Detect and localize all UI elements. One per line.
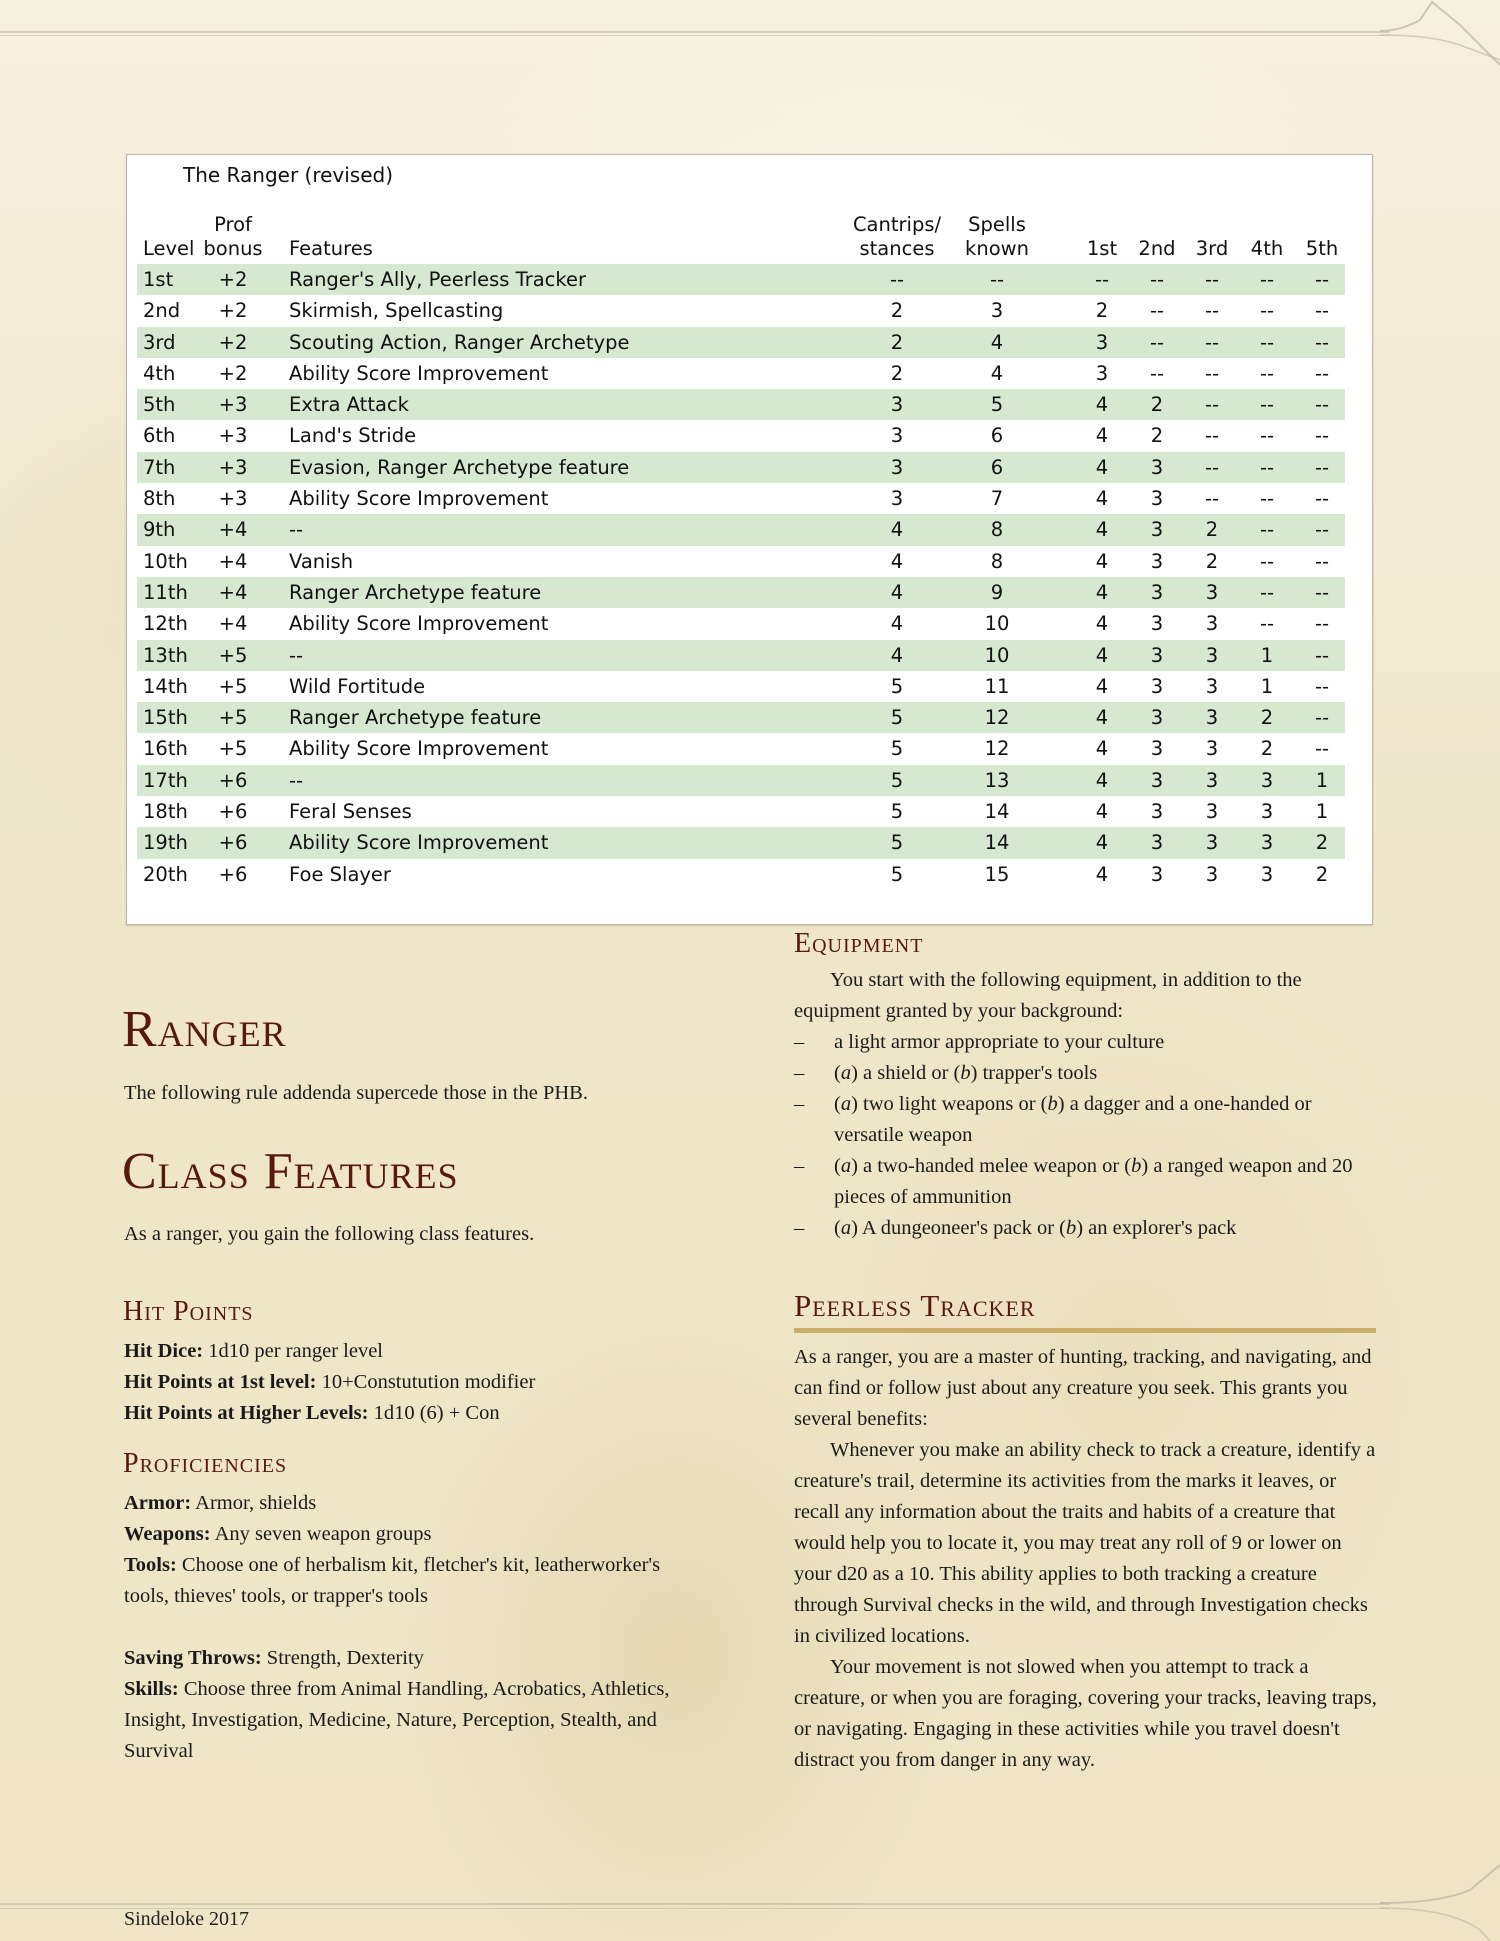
cell-features: Scouting Action, Ranger Archetype	[289, 330, 630, 354]
cell-cantrips: 5	[890, 831, 904, 855]
cell-s5: --	[1314, 361, 1330, 385]
cell-prof: +4	[218, 580, 248, 604]
cell-cantrips: 5	[890, 706, 904, 730]
dash-bullet-icon: –	[794, 1031, 805, 1053]
header-prof-bonus: Prof bonus	[203, 213, 263, 260]
cell-cantrips: 4	[890, 549, 904, 573]
cell-s5: --	[1314, 674, 1330, 698]
cell-s2: 3	[1150, 455, 1164, 479]
table-row	[137, 420, 1345, 451]
cell-s2: 3	[1150, 580, 1164, 604]
cell-cantrips: 4	[890, 518, 904, 542]
cell-s4: --	[1259, 268, 1275, 291]
cell-prof: +2	[218, 268, 248, 291]
ranger-class-table	[126, 154, 1373, 925]
cell-s3: 3	[1205, 580, 1219, 604]
hp-higher-levels-line: Hit Points at Higher Levels: 1d10 (6) + Con	[124, 1402, 500, 1424]
cell-s3: --	[1204, 268, 1220, 291]
cell-s4: --	[1259, 424, 1275, 448]
peerless-tracker-body	[794, 1342, 1384, 1776]
cell-cantrips: 2	[890, 361, 904, 385]
equipment-item-text: (a) A dungeoneer's pack or (b) an explorer's pack	[834, 1217, 1237, 1239]
cell-features: Evasion, Ranger Archetype feature	[289, 455, 630, 479]
cell-s1: 4	[1095, 393, 1109, 417]
cell-prof: +3	[218, 487, 248, 511]
cell-cantrips: 4	[890, 612, 904, 636]
cell-prof: +3	[218, 424, 248, 448]
page-title: Ranger	[122, 1001, 287, 1058]
armor-line: Armor: Armor, shields	[124, 1492, 317, 1514]
cell-s5: 1	[1315, 768, 1329, 792]
cell-s5: --	[1314, 455, 1330, 479]
cell-s2: --	[1149, 268, 1165, 291]
dash-bullet-icon: –	[794, 1093, 805, 1115]
cell-level: 6th	[143, 424, 176, 448]
cell-s4: --	[1259, 361, 1275, 385]
cell-spells: 13	[984, 768, 1010, 792]
cell-s5: --	[1314, 330, 1330, 354]
cell-prof: +4	[218, 518, 248, 542]
cell-s2: 2	[1150, 393, 1164, 417]
cell-features: Ranger's Ally, Peerless Tracker	[289, 268, 587, 291]
cell-spells: --	[989, 268, 1005, 291]
cell-s4: --	[1259, 518, 1275, 542]
cell-features: --	[289, 768, 304, 792]
table-body	[137, 264, 1345, 890]
cell-features: Ranger Archetype feature	[289, 580, 542, 604]
cell-prof: +2	[218, 330, 248, 354]
cell-s1: 3	[1095, 361, 1109, 385]
cell-s5: 2	[1315, 831, 1329, 855]
cell-s3: 2	[1205, 518, 1219, 542]
cell-s3: --	[1204, 487, 1220, 511]
cell-prof: +3	[218, 393, 248, 417]
table-row	[137, 702, 1345, 733]
cell-s5: --	[1314, 737, 1330, 761]
cell-features: Extra Attack	[289, 393, 409, 417]
cell-s4: --	[1259, 455, 1275, 479]
equipment-item	[794, 1213, 1384, 1244]
equipment-item	[794, 1151, 1384, 1213]
peerless-tracker-p2: Whenever you make an ability check to track a creature, identify a creature's trail, determine its activities from the marks it leaves, or recall any information about the traits and habits of a creature that would help you to locate it, you may treat any roll of 9 or lower on your d20 as a 10. This ability applies to both tracking a creature through Survival checks in the wild, and through Investigation checks in civilized locations.	[794, 1439, 1376, 1647]
table-row	[137, 796, 1345, 827]
cell-s4: --	[1259, 393, 1275, 417]
class-features-title: Class Features	[122, 1143, 459, 1200]
cell-prof: +2	[218, 299, 248, 323]
cell-s2: 2	[1150, 424, 1164, 448]
header-slot-1st: 1st	[1086, 237, 1118, 260]
cell-features: Wild Fortitude	[289, 674, 426, 698]
cell-features: Ability Score Improvement	[289, 831, 549, 855]
top-frame-line	[0, 31, 1390, 33]
cell-level: 2nd	[143, 299, 181, 323]
cell-features: Ability Score Improvement	[289, 487, 549, 511]
cell-s5: --	[1314, 393, 1330, 417]
cell-spells: 14	[984, 800, 1010, 824]
cell-s4: --	[1259, 330, 1275, 354]
cell-s3: --	[1204, 424, 1220, 448]
weapons-line: Weapons: Any seven weapon groups	[124, 1523, 432, 1545]
cell-spells: 10	[984, 643, 1010, 667]
header-spells-known: Spells known	[965, 213, 1029, 260]
header-slot-4th: 4th	[1250, 237, 1284, 260]
cell-s1: --	[1094, 268, 1110, 291]
cell-s5: --	[1314, 424, 1330, 448]
cell-s3: 3	[1205, 768, 1219, 792]
cell-level: 18th	[143, 800, 188, 824]
cell-s2: --	[1149, 361, 1165, 385]
cell-features: Vanish	[289, 549, 354, 573]
cell-cantrips: 4	[890, 643, 904, 667]
hit-points-block	[124, 1336, 684, 1429]
cell-s1: 3	[1095, 330, 1109, 354]
cell-level: 14th	[143, 674, 188, 698]
cell-s2: 3	[1150, 643, 1164, 667]
cell-s5: --	[1314, 580, 1330, 604]
cell-s1: 4	[1095, 455, 1109, 479]
cell-s3: 3	[1205, 706, 1219, 730]
cell-s2: 3	[1150, 674, 1164, 698]
cell-s1: 4	[1095, 549, 1109, 573]
cell-s5: --	[1314, 518, 1330, 542]
equipment-item-text: (a) a two-handed melee weapon or (b) a ranged weapon and 20 pieces of ammunition	[834, 1155, 1353, 1208]
cell-s3: 3	[1205, 737, 1219, 761]
cell-spells: 11	[984, 674, 1010, 698]
table-header	[137, 207, 1345, 261]
table-row	[137, 577, 1345, 608]
cell-spells: 15	[984, 862, 1010, 886]
cell-s2: 3	[1150, 549, 1164, 573]
cell-prof: +3	[218, 455, 248, 479]
cell-s5: --	[1314, 643, 1330, 667]
cell-level: 11th	[143, 580, 188, 604]
cell-prof: +5	[218, 674, 248, 698]
heading-underline-rule	[794, 1328, 1376, 1333]
cell-s2: --	[1149, 330, 1165, 354]
cell-spells: 12	[984, 737, 1010, 761]
header-cantrips: Cantrips/ stances	[852, 213, 942, 260]
peerless-tracker-p1: As a ranger, you are a master of hunting, tracking, and navigating, and can find or follow just about any creature you seek. This grants you several benefits:	[794, 1346, 1372, 1430]
peerless-tracker-heading: Peerless Tracker	[794, 1288, 1036, 1323]
cell-s5: --	[1314, 549, 1330, 573]
cell-s3: --	[1204, 393, 1220, 417]
cell-s4: 2	[1260, 706, 1274, 730]
cell-s2: 3	[1150, 862, 1164, 886]
table-row	[137, 765, 1345, 796]
cell-s1: 4	[1095, 612, 1109, 636]
cell-s1: 4	[1095, 424, 1109, 448]
tools-line: Tools: Choose one of herbalism kit, fletcher's kit, leatherworker's tools, thieves' tools, or trapper's tools	[124, 1554, 661, 1607]
cell-level: 7th	[143, 455, 176, 479]
cell-s5: --	[1314, 299, 1330, 323]
cell-level: 17th	[143, 768, 188, 792]
cell-spells: 6	[990, 424, 1004, 448]
header-slot-5th: 5th	[1305, 237, 1339, 260]
header-level: Level	[143, 237, 195, 260]
cell-s4: --	[1259, 299, 1275, 323]
cell-s1: 4	[1095, 800, 1109, 824]
cell-cantrips: 5	[890, 674, 904, 698]
cell-spells: 5	[990, 393, 1004, 417]
dash-bullet-icon: –	[794, 1062, 805, 1084]
equipment-item-text: (a) a shield or (b) trapper's tools	[834, 1062, 1098, 1084]
class-features-intro: As a ranger, you gain the following class features.	[124, 1223, 535, 1245]
hit-dice-line: Hit Dice: 1d10 per ranger level	[124, 1340, 383, 1362]
cell-spells: 8	[990, 518, 1004, 542]
cell-s3: --	[1204, 361, 1220, 385]
cell-cantrips: 3	[890, 393, 904, 417]
cell-level: 8th	[143, 487, 176, 511]
cell-s4: --	[1259, 549, 1275, 573]
cell-s1: 4	[1095, 737, 1109, 761]
equipment-intro: You start with the following equipment, in addition to the equipment granted by your background:	[794, 969, 1302, 1022]
cell-level: 4th	[143, 361, 176, 385]
cell-features: Ability Score Improvement	[289, 612, 549, 636]
bottom-corner-ornament-icon	[1380, 1860, 1500, 1941]
cell-s3: 3	[1205, 862, 1219, 886]
equipment-item	[794, 1089, 1384, 1151]
cell-level: 15th	[143, 706, 188, 730]
table-row	[137, 295, 1345, 326]
dash-bullet-icon: –	[794, 1217, 805, 1239]
equipment-item-text: a light armor appropriate to your culture	[834, 1031, 1165, 1053]
table-row	[137, 483, 1345, 514]
cell-s3: --	[1204, 330, 1220, 354]
cell-s5: --	[1314, 487, 1330, 511]
cell-s3: 3	[1205, 800, 1219, 824]
table-row	[137, 514, 1345, 545]
peerless-tracker-p3: Your movement is not slowed when you attempt to track a creature, or when you are foraging, covering your tracks, leaving traps, or navigating. Engaging in these activities while you travel doesn't distract you from danger in any way.	[794, 1656, 1377, 1771]
cell-prof: +4	[218, 612, 248, 636]
cell-features: Ranger Archetype feature	[289, 706, 542, 730]
table-row	[137, 546, 1345, 577]
cell-prof: +6	[218, 800, 248, 824]
cell-s5: 2	[1315, 862, 1329, 886]
equipment-list	[794, 1027, 1384, 1244]
table-title: The Ranger (revised)	[183, 163, 394, 187]
cell-s4: 3	[1260, 768, 1274, 792]
hit-points-heading: Hit Points	[123, 1296, 254, 1327]
cell-features: Foe Slayer	[289, 862, 391, 886]
cell-prof: +5	[218, 706, 248, 730]
cell-s3: --	[1204, 455, 1220, 479]
cell-s4: --	[1259, 487, 1275, 511]
cell-s2: --	[1149, 299, 1165, 323]
cell-s5: --	[1314, 268, 1330, 291]
cell-prof: +2	[218, 361, 248, 385]
cell-spells: 8	[990, 549, 1004, 573]
cell-spells: 9	[990, 580, 1004, 604]
header-features: Features	[289, 237, 373, 260]
cell-prof: +6	[218, 831, 248, 855]
cell-prof: +5	[218, 643, 248, 667]
cell-prof: +4	[218, 549, 248, 573]
cell-cantrips: 4	[890, 580, 904, 604]
table-row	[137, 327, 1345, 358]
saving-throws-line: Saving Throws: Strength, Dexterity	[124, 1647, 424, 1669]
cell-s4: 1	[1260, 643, 1274, 667]
cell-s1: 2	[1095, 299, 1109, 323]
table-row	[137, 608, 1345, 639]
proficiencies-heading: Proficiencies	[123, 1448, 288, 1479]
equipment-item-text: (a) two light weapons or (b) a dagger and a one-handed or versatile weapon	[834, 1093, 1312, 1146]
cell-s1: 4	[1095, 862, 1109, 886]
top-corner-ornament-icon	[1380, 0, 1500, 70]
cell-level: 3rd	[143, 330, 176, 354]
cell-s2: 3	[1150, 706, 1164, 730]
cell-spells: 10	[984, 612, 1010, 636]
cell-s2: 3	[1150, 800, 1164, 824]
cell-cantrips: 3	[890, 424, 904, 448]
cell-s5: --	[1314, 706, 1330, 730]
cell-prof: +6	[218, 862, 248, 886]
table-row	[137, 452, 1345, 483]
cell-s5: --	[1314, 612, 1330, 636]
cell-cantrips: 5	[890, 862, 904, 886]
cell-s2: 3	[1150, 518, 1164, 542]
cell-cantrips: 5	[890, 737, 904, 761]
cell-features: Ability Score Improvement	[289, 737, 549, 761]
cell-s2: 3	[1150, 487, 1164, 511]
cell-level: 12th	[143, 612, 188, 636]
cell-cantrips: 5	[890, 768, 904, 792]
cell-spells: 6	[990, 455, 1004, 479]
cell-level: 5th	[143, 393, 176, 417]
cell-s2: 3	[1150, 737, 1164, 761]
skills-line: Skills: Choose three from Animal Handling, Acrobatics, Athletics, Insight, Investigation, Medicine, Nature, Perception, Stealth, and Survival	[124, 1678, 670, 1762]
cell-s2: 3	[1150, 612, 1164, 636]
cell-features: Skirmish, Spellcasting	[289, 299, 504, 323]
table-row	[137, 733, 1345, 764]
cell-s2: 3	[1150, 831, 1164, 855]
cell-s3: 3	[1205, 643, 1219, 667]
cell-s4: 1	[1260, 674, 1274, 698]
table-row	[137, 827, 1345, 858]
cell-s3: 3	[1205, 674, 1219, 698]
cell-s1: 4	[1095, 518, 1109, 542]
equipment-item	[794, 1027, 1384, 1058]
cell-features: Ability Score Improvement	[289, 361, 549, 385]
cell-level: 19th	[143, 831, 188, 855]
top-frame-line-inner	[0, 35, 1390, 36]
cell-level: 20th	[143, 862, 188, 886]
cell-features: Feral Senses	[289, 800, 412, 824]
cell-s1: 4	[1095, 674, 1109, 698]
cell-cantrips: 5	[890, 800, 904, 824]
table-row	[137, 640, 1345, 671]
cell-s4: 3	[1260, 800, 1274, 824]
cell-cantrips: --	[889, 268, 905, 291]
cell-features: --	[289, 518, 304, 542]
table-row	[137, 859, 1345, 890]
cell-s1: 4	[1095, 487, 1109, 511]
cell-cantrips: 2	[890, 299, 904, 323]
cell-prof: +5	[218, 737, 248, 761]
hp-first-level-line: Hit Points at 1st level: 10+Constutution modifier	[124, 1371, 536, 1393]
cell-spells: 4	[990, 361, 1004, 385]
cell-cantrips: 3	[890, 455, 904, 479]
equipment-item	[794, 1058, 1384, 1089]
cell-prof: +6	[218, 768, 248, 792]
cell-features: Land's Stride	[289, 424, 417, 448]
cell-level: 1st	[143, 268, 174, 291]
cell-s1: 4	[1095, 580, 1109, 604]
proficiencies-block	[124, 1488, 684, 1767]
header-slot-3rd: 3rd	[1195, 237, 1229, 260]
cell-level: 10th	[143, 549, 188, 573]
table-row	[137, 358, 1345, 389]
cell-s1: 4	[1095, 768, 1109, 792]
cell-s3: 3	[1205, 831, 1219, 855]
cell-s1: 4	[1095, 643, 1109, 667]
cell-features: --	[289, 643, 304, 667]
cell-spells: 7	[990, 487, 1004, 511]
cell-spells: 12	[984, 706, 1010, 730]
cell-cantrips: 2	[890, 330, 904, 354]
cell-cantrips: 3	[890, 487, 904, 511]
cell-s4: 2	[1260, 737, 1274, 761]
cell-level: 9th	[143, 518, 176, 542]
cell-s2: 3	[1150, 768, 1164, 792]
table-row	[137, 389, 1345, 420]
cell-s3: 3	[1205, 612, 1219, 636]
cell-spells: 14	[984, 831, 1010, 855]
cell-spells: 4	[990, 330, 1004, 354]
table-row	[137, 264, 1345, 295]
cell-s1: 4	[1095, 706, 1109, 730]
cell-s4: --	[1259, 612, 1275, 636]
cell-spells: 3	[990, 299, 1004, 323]
cell-s3: 2	[1205, 549, 1219, 573]
cell-s4: 3	[1260, 862, 1274, 886]
table-row	[137, 671, 1345, 702]
intro-text: The following rule addenda supercede those in the PHB.	[124, 1082, 588, 1104]
footer-credit: Sindeloke 2017	[124, 1908, 249, 1930]
header-slot-2nd: 2nd	[1138, 237, 1176, 260]
dash-bullet-icon: –	[794, 1155, 805, 1177]
cell-s4: --	[1259, 580, 1275, 604]
cell-level: 16th	[143, 737, 188, 761]
cell-s1: 4	[1095, 831, 1109, 855]
cell-s4: 3	[1260, 831, 1274, 855]
cell-s5: 1	[1315, 800, 1329, 824]
cell-s3: --	[1204, 299, 1220, 323]
cell-level: 13th	[143, 643, 188, 667]
bottom-frame-line	[0, 1903, 1390, 1905]
equipment-heading: Equipment	[794, 928, 924, 959]
